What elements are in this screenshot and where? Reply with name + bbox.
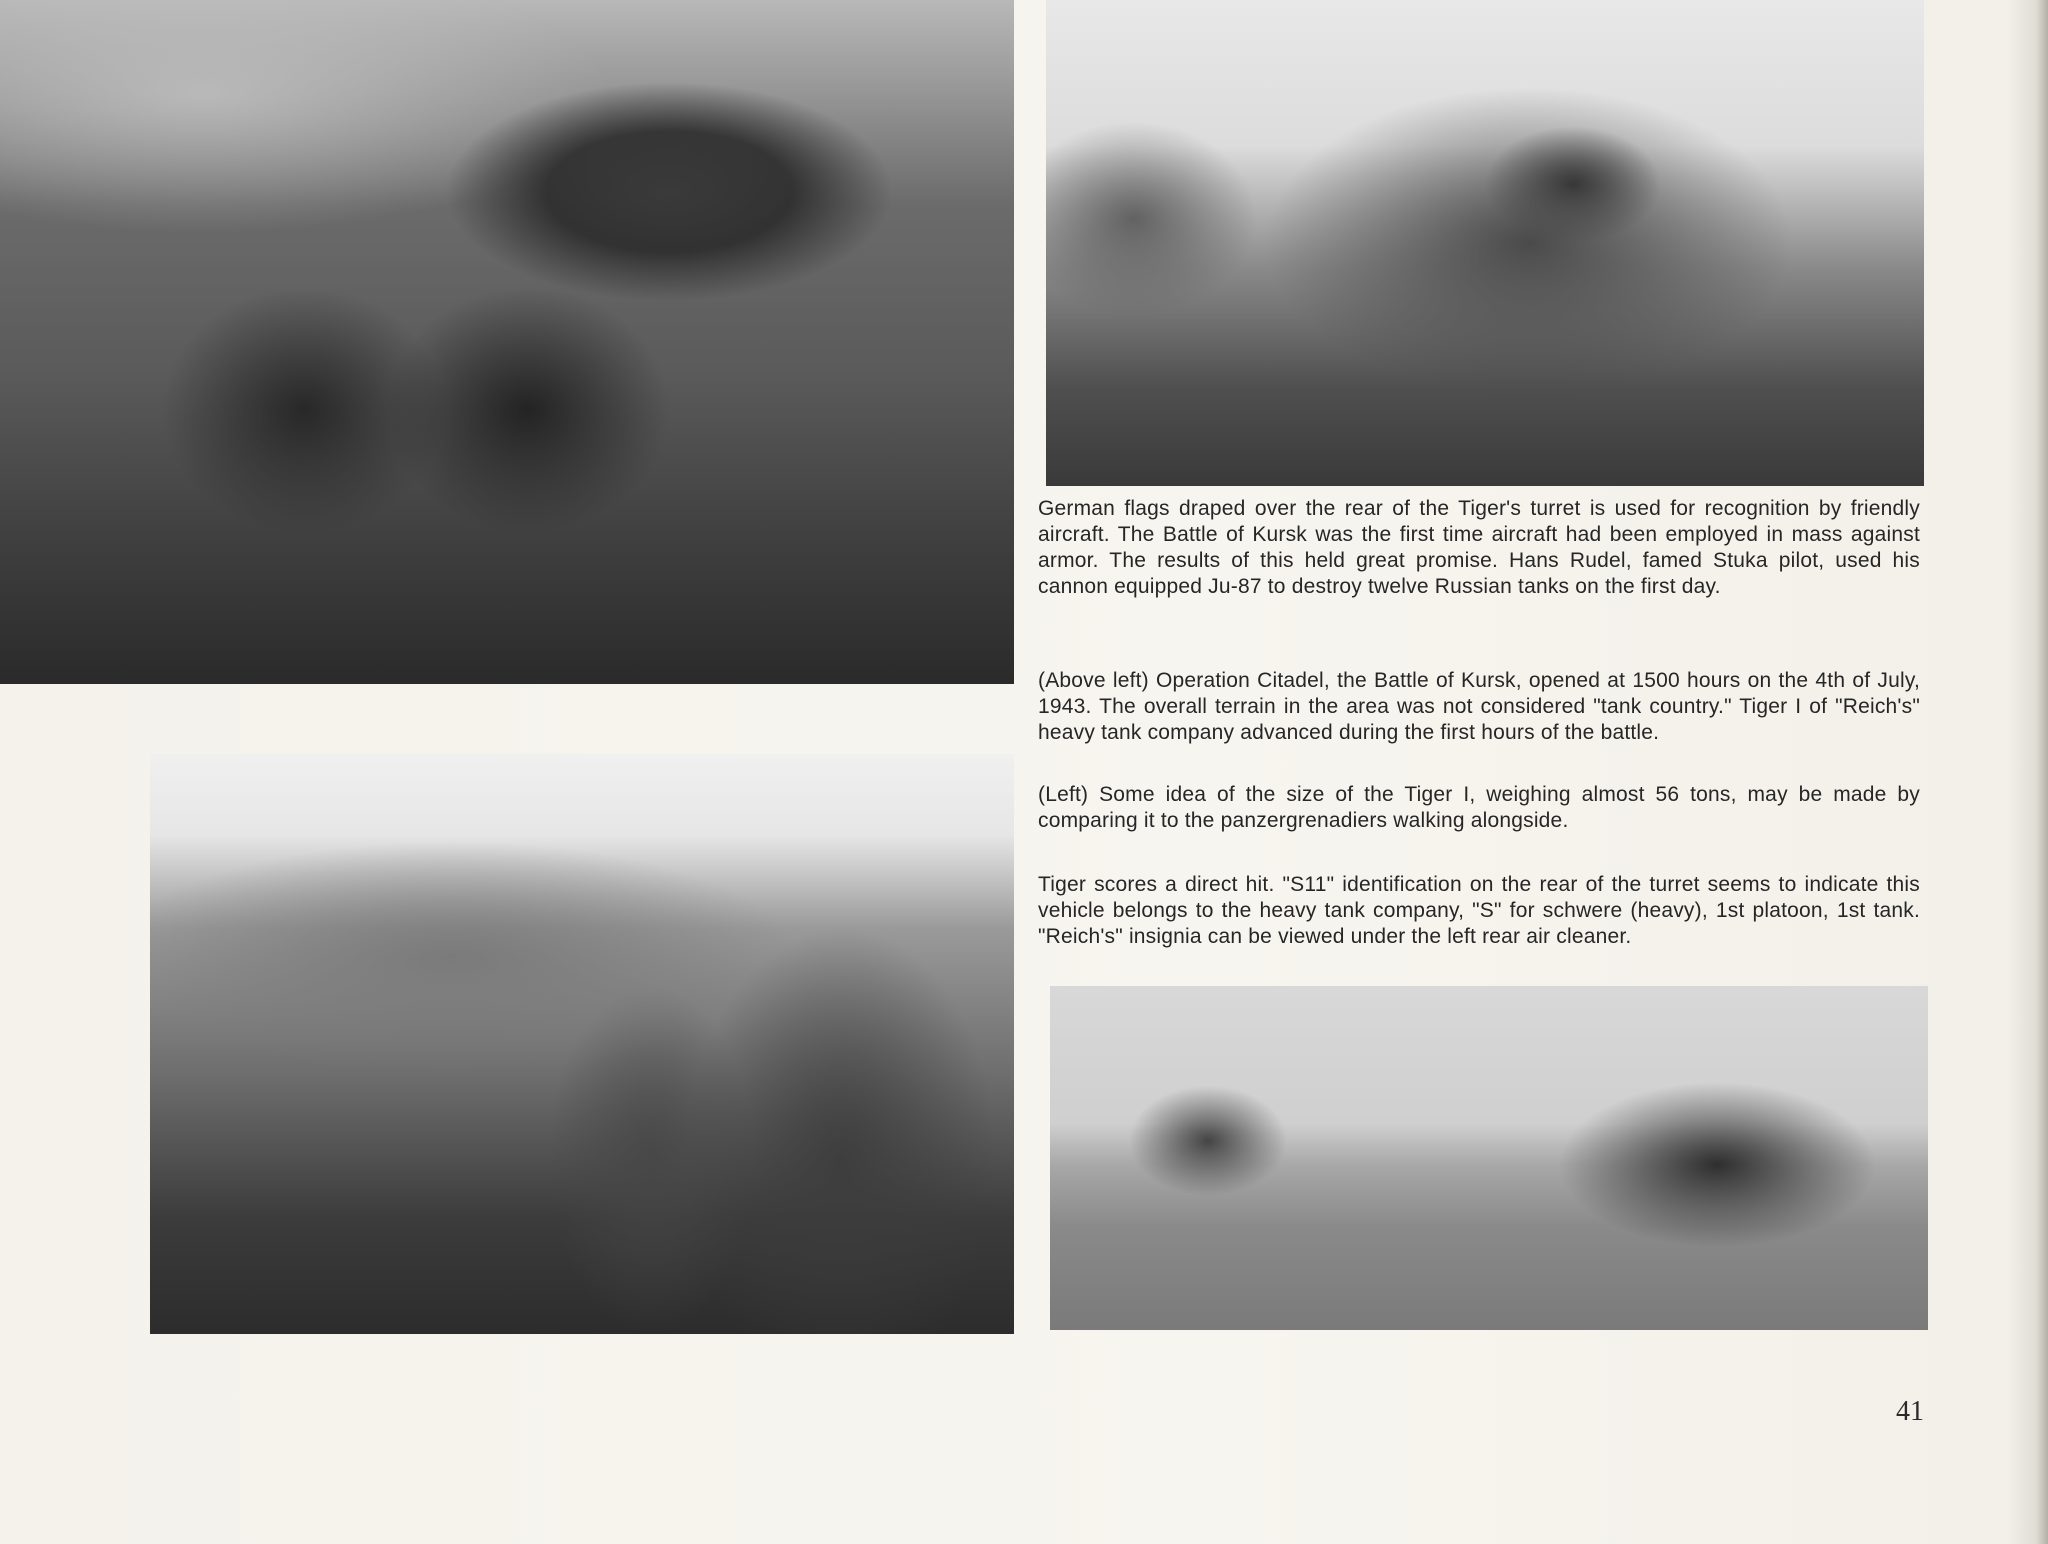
caption-flags: German flags draped over the rear of the Tiger's turret is used for recognition by friendly aircraft. The Battle of Kursk was the first time aircraft had been employed in mass against armor. The results of this held great promise. Hans Rudel, famed Stuka pilot, used his cannon equipped Ju-87 to destroy twelve Russian tanks on the first day. [1038,497,1920,598]
caption-direct-hit: Tiger scores a direct hit. "S11" identification on the rear of the turret seems to indicate this vehicle belongs to the heavy tank company, "S" for schwere (heavy), 1st platoon, 1st tank. "Reich's" insignia can be viewed under the left rear air cleaner. [1038,873,1920,948]
page-number: 41 [1896,1396,1924,1427]
photo-tiger-direct-hit [1050,986,1928,1330]
binding-shadow [2036,0,2048,1544]
caption-left: (Left) Some idea of the size of the Tiger I, weighing almost 56 tons, may be made by comparing it to the panzergrenadiers walking alongside. [1038,783,1920,832]
caption-above-left: (Above left) Operation Citadel, the Battle of Kursk, opened at 1500 hours on the 4th of July, 1943. The overall terrain in the area was not considered "tank country." Tiger I of "Reich's" heavy tank company advanced during the first hours of the battle. [1038,669,1920,744]
photo-turret-flag-recognition [1046,0,1924,486]
photo-tiger-advancing-hillside [0,0,1014,684]
photo-tiger-with-panzergrenadiers [150,754,1014,1334]
